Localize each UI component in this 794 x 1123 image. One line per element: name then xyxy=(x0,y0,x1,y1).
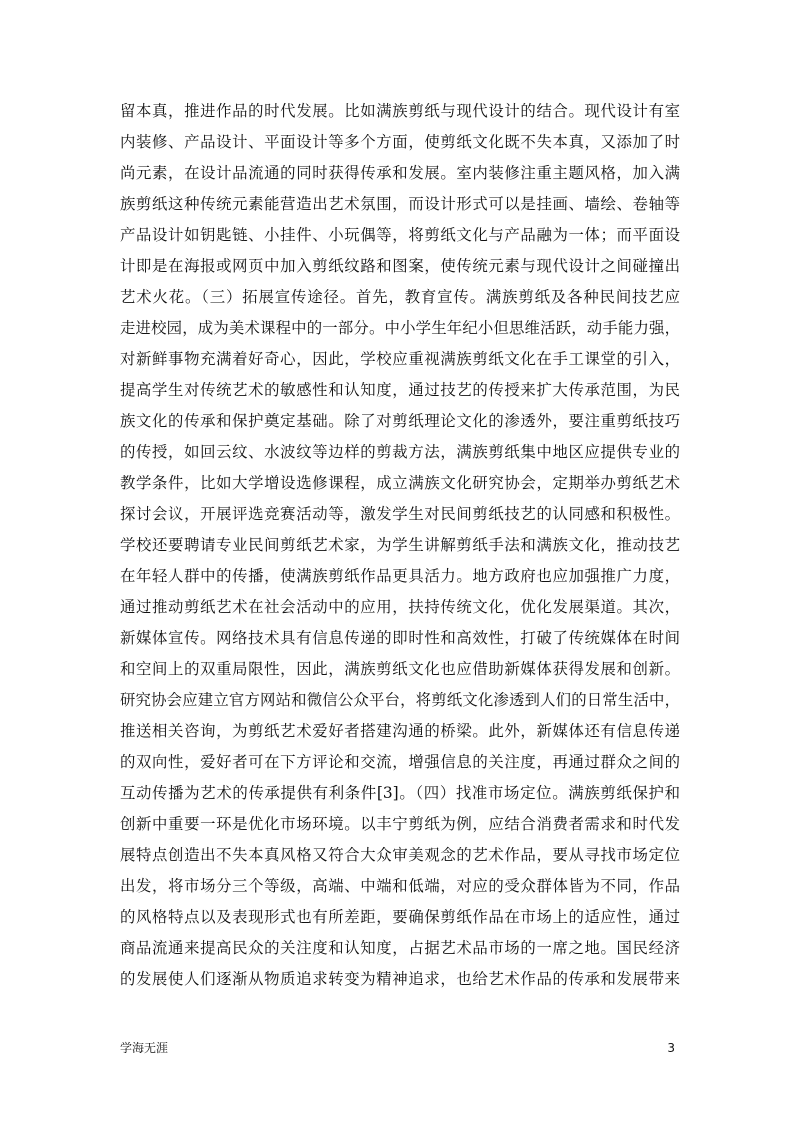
text-line: 产品设计如钥匙链、小挂件、小玩偶等，将剪纸文化与产品融为一体；而平面设 xyxy=(120,226,680,244)
text-line: 艺术火花。（三）拓展宣传途径。首先，教育宣传。满族剪纸及各种民间技艺应 xyxy=(120,288,680,306)
text-line: 留本真，推进作品的时代发展。比如满族剪纸与现代设计的结合。现代设计有室 xyxy=(120,102,680,120)
text-line: 研究协会应建立官方网站和微信公众平台，将剪纸文化渗透到人们的日常生活中， xyxy=(120,691,680,709)
text-line: 商品流通来提高民众的关注度和认知度，占据艺术品市场的一席之地。国民经济 xyxy=(120,939,680,957)
text-line: 的发展使人们逐渐从物质追求转变为精神追求，也给艺术作品的传承和发展带来 xyxy=(120,970,680,988)
text-line: 的传授，如回云纹、水波纹等边样的剪裁方法，满族剪纸集中地区应提供专业的 xyxy=(120,443,680,461)
text-line: 新媒体宣传。网络技术具有信息传递的即时性和高效性，打破了传统媒体在时间 xyxy=(120,629,680,647)
text-line: 在年轻人群中的传播，使满族剪纸作品更具活力。地方政府也应加强推广力度， xyxy=(120,567,680,585)
text-line: 的双向性，爱好者可在下方评论和交流，增强信息的关注度，再通过群众之间的 xyxy=(120,753,680,771)
text-line: 尚元素，在设计品流通的同时获得传承和发展。室内装修注重主题风格，加入满 xyxy=(120,164,680,182)
text-line: 和空间上的双重局限性，因此，满族剪纸文化也应借助新媒体获得发展和创新。 xyxy=(120,660,680,678)
text-line: 通过推动剪纸艺术在社会活动中的应用，扶持传统文化，优化发展渠道。其次， xyxy=(120,598,680,616)
text-line: 对新鲜事物充满着好奇心，因此，学校应重视满族剪纸文化在手工课堂的引入， xyxy=(120,350,680,368)
text-line: 走进校园，成为美术课程中的一部分。中小学生年纪小但思维活跃，动手能力强， xyxy=(120,319,680,337)
text-line: 族剪纸这种传统元素能营造出艺术氛围，而设计形式可以是挂画、墙绘、卷轴等 xyxy=(120,195,680,213)
text-line: 计即是在海报或网页中加入剪纸纹路和图案，使传统元素与现代设计之间碰撞出 xyxy=(120,257,680,275)
text-line: 族文化的传承和保护奠定基础。除了对剪纸理论文化的渗透外，要注重剪纸技巧 xyxy=(120,412,680,430)
text-line: 的风格特点以及表现形式也有所差距，要确保剪纸作品在市场上的适应性，通过 xyxy=(120,908,680,926)
text-line: 探讨会议，开展评选竞赛活动等，激发学生对民间剪纸技艺的认同感和积极性。 xyxy=(120,505,680,523)
text-line: 创新中重要一环是优化市场环境。以丰宁剪纸为例，应结合消费者需求和时代发 xyxy=(120,815,680,833)
text-line: 互动传播为艺术的传承提供有利条件[3]。（四）找准市场定位。满族剪纸保护和 xyxy=(120,784,680,802)
text-line: 学校还要聘请专业民间剪纸艺术家，为学生讲解剪纸手法和满族文化，推动技艺 xyxy=(120,536,680,554)
body-paragraph xyxy=(120,96,680,995)
text-line: 展特点创造出不失本真风格又符合大众审美观念的艺术作品，要从寻找市场定位 xyxy=(120,846,680,864)
page-number: 3 xyxy=(667,1041,675,1055)
text-line: 教学条件，比如大学增设选修课程，成立满族文化研究协会，定期举办剪纸艺术 xyxy=(120,474,680,492)
text-line: 出发，将市场分三个等级，高端、中端和低端，对应的受众群体皆为不同，作品 xyxy=(120,877,680,895)
text-line: 内装修、产品设计、平面设计等多个方面，使剪纸文化既不失本真，又添加了时 xyxy=(120,133,680,151)
footer-text: 学海无涯 xyxy=(120,1041,169,1055)
text-line: 提高学生对传统艺术的敏感性和认知度，通过技艺的传授来扩大传承范围，为民 xyxy=(120,381,680,399)
text-line: 推送相关咨询，为剪纸艺术爱好者搭建沟通的桥梁。此外，新媒体还有信息传递 xyxy=(120,722,680,740)
